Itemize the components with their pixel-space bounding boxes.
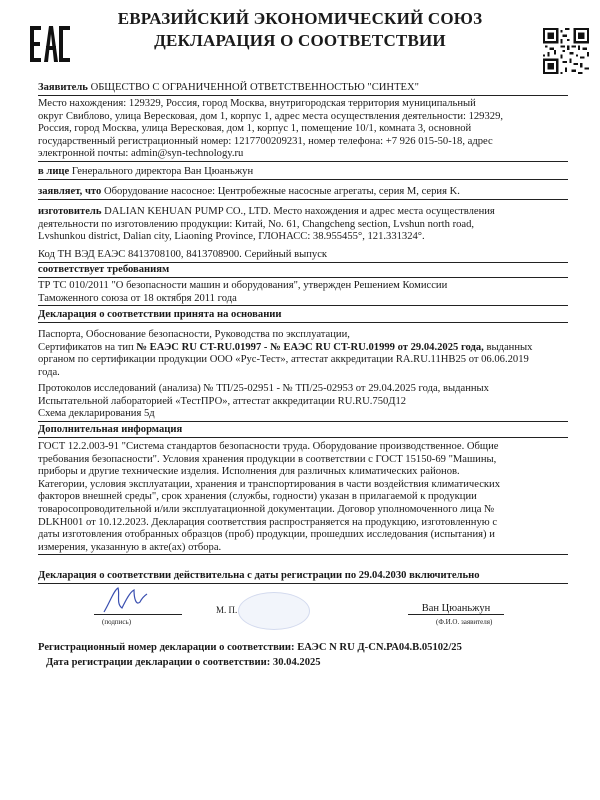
address-line: электронной почты: admin@syn-technology.ru bbox=[38, 148, 244, 160]
signature-caption: (подпись) bbox=[102, 618, 132, 626]
additional-info-label: Дополнительная информация bbox=[38, 424, 568, 438]
tr-line: Таможенного союза от 18 октября 2011 года bbox=[38, 292, 237, 304]
product-description: Оборудование насосное: Центробежные насосные агрегаты, серия M, серия K. bbox=[103, 186, 460, 197]
representative-label: в лице bbox=[38, 166, 70, 177]
address-block bbox=[38, 98, 568, 162]
docs-line: Паспорта, Обоснование безопасности, Руководства по эксплуатации, bbox=[38, 329, 350, 340]
manufacturer-line: DALIAN KEHUAN PUMP CO., LTD. Место нахождения и адрес места осуществления bbox=[104, 206, 495, 217]
gost-line: ГОСТ 12.2.003-91 "Система стандартов безопасности труда. Оборудование производственное. Общие bbox=[38, 441, 499, 452]
certificate-numbers: № ЕАЭС RU CT-RU.01997 - № ЕАЭС RU CT-RU.01999 от 29.04.2025 года, bbox=[136, 341, 484, 353]
gost-line: товаросопроводительной и/или эксплуатационной документации. Договор уполномоченного лица № bbox=[38, 503, 495, 515]
gost-line: факторов внешней среды", срок хранения (службы, годности) указан в прилагаемой к продукции bbox=[38, 491, 477, 503]
docs-line: Сертификатов на тип bbox=[38, 341, 137, 353]
gost-line: требования безопасности". Условия хранения продукции в соответствии с ГОСТ 15150-69 "Машины, bbox=[38, 453, 497, 465]
declares-row bbox=[38, 186, 568, 200]
declaration-scheme: Схема декларирования 5д bbox=[38, 408, 568, 422]
applicant-value: ОБЩЕСТВО С ОГРАНИЧЕННОЙ ОТВЕТСТВЕННОСТЬЮ "СИНТЕХ" bbox=[90, 82, 419, 93]
applicant-row bbox=[38, 82, 568, 96]
protocols-block bbox=[38, 383, 568, 408]
handwritten-signature bbox=[100, 584, 150, 616]
protocols-line: Испытательной лабораторией «ТестПРО», аттестат аккредитации RU.RU.750Д12 bbox=[38, 395, 407, 407]
registration-number: Регистрационный номер декларации о соответствии: ЕАЭС N RU Д-CN.РА04.В.05102/25 bbox=[38, 642, 462, 653]
manufacturer-line: Lvshunkou district, Dalian city, Liaoning Province, ГЛОНАСС: 38.955455°, 121.331324°. bbox=[38, 231, 425, 243]
address-line: Место нахождения: 129329, Россия, город Москва, внутригородская территория муниципальный bbox=[38, 98, 476, 109]
applicant-label: Заявитель bbox=[38, 82, 88, 93]
technical-regulation bbox=[38, 280, 568, 306]
stamp-seal bbox=[238, 592, 310, 630]
complies-label: соответствует требованиям bbox=[38, 264, 568, 278]
docs-line: органом по сертификации продукции ООО «Рус-Тест», аттестат аккредитации RA.RU.11НВ25 от 06.06.2019 bbox=[38, 354, 529, 366]
address-line: государственный регистрационный номер: 1217700209231, номер телефона: +7 926 015-50-18, адрес bbox=[38, 135, 493, 147]
registration-date: Дата регистрации декларации о соответствии: 30.04.2025 bbox=[46, 657, 321, 668]
gost-line: даты изготовления отобранных образцов (проб) продукции, прошедших исследования (испытания) и bbox=[38, 529, 495, 541]
union-title: ЕВРАЗИЙСКИЙ ЭКОНОМИЧЕСКИЙ СОЮЗ bbox=[117, 9, 483, 28]
validity-period: Декларация о соответствии действительна с даты регистрации по 29.04.2030 включительно bbox=[38, 570, 568, 584]
manufacturer-line: деятельности по изготовлению продукции: Китай, No. 61, Changcheng section, Lvshun north road, bbox=[38, 218, 475, 230]
address-line: округ Свиблово, улица Вересковая, дом 1, корпус 1, адрес места осуществления деятельности: 129329, bbox=[38, 110, 504, 122]
hs-code-row: Код ТН ВЭД ЕАЭС 8413708100, 8413708900. Серийный выпуск bbox=[38, 249, 568, 263]
representative-row bbox=[38, 166, 568, 180]
docs-line: выданных bbox=[483, 341, 533, 353]
representative-value: Генерального директора Ван Цюаньжун bbox=[71, 166, 254, 177]
manufacturer-label: изготовитель bbox=[38, 206, 102, 217]
signature-area bbox=[38, 588, 568, 628]
manufacturer-block bbox=[38, 206, 568, 244]
declares-label: заявляет, что bbox=[38, 186, 102, 197]
tr-line: ТР ТС 010/2011 "О безопасности машин и оборудования", утвержден Решением Комиссии bbox=[38, 280, 448, 291]
name-line bbox=[408, 614, 504, 615]
name-caption: (Ф.И.О. заявителя) bbox=[436, 618, 493, 626]
signature-line bbox=[94, 614, 182, 615]
basis-documents bbox=[38, 329, 568, 379]
gost-line: приборы и другие технические изделия. Исполнения для различных климатических районов. bbox=[38, 466, 460, 478]
applicant-name: Ван Цюаньжун bbox=[421, 603, 491, 614]
basis-label: Декларация о соответствии принята на основании bbox=[38, 309, 568, 323]
gost-line: Категории, условия эксплуатации, хранения и транспортирования в части воздействия климатических bbox=[38, 478, 501, 490]
gost-line: измерения, указанную в акте(ах) отбора. bbox=[38, 541, 222, 553]
docs-line: года. bbox=[38, 366, 60, 378]
document-title: ДЕКЛАРАЦИЯ О СООТВЕТСТВИИ bbox=[154, 31, 446, 50]
seal-place-label: М. П. bbox=[216, 605, 238, 615]
address-line: Россия, город Москва, улица Вересковая, дом 1, корпус 1, помещение 10/1, комната 3, основной bbox=[38, 123, 472, 135]
gost-line: DLKH001 от 10.12.2023. Декларация соответствия распространяется на продукцию, изготовленную с bbox=[38, 516, 498, 528]
protocols-line: Протоколов исследований (анализа) № ТП/25-02951 - № ТП/25-02953 от 29.04.2025 года, выданных bbox=[38, 383, 489, 394]
additional-info-text bbox=[38, 441, 568, 555]
